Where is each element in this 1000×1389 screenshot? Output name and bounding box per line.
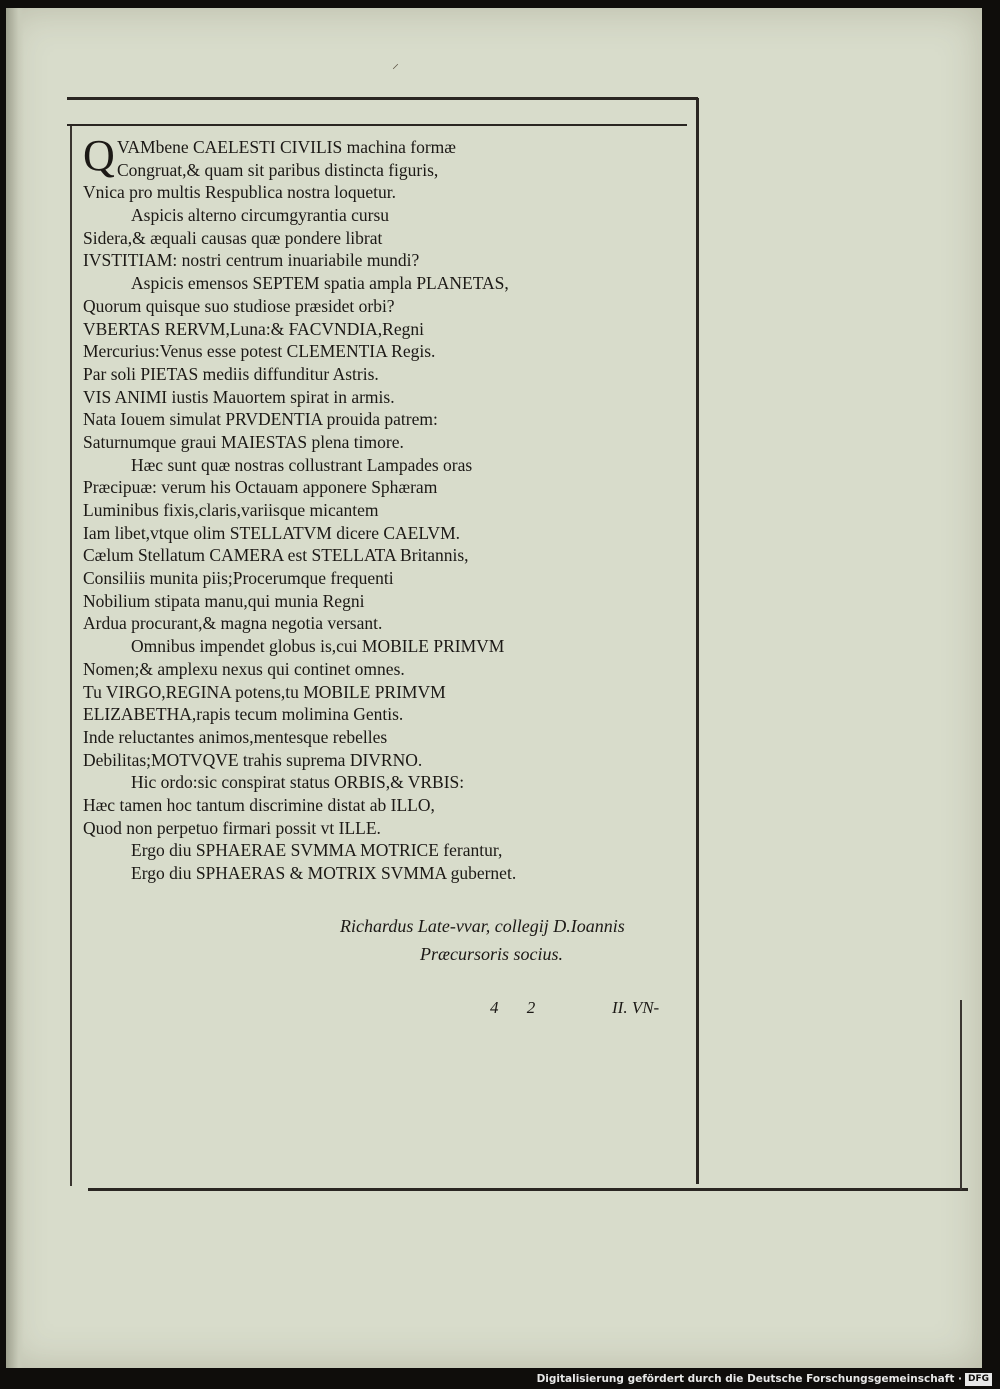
header-rule <box>67 124 687 126</box>
signature-line-1: Richardus Late-vvar, collegij D.Ioannis <box>340 916 625 936</box>
poem-line: Quorum quisque suo studiose præsidet orbi? <box>83 295 395 316</box>
poem-line: Nomen;& amplexu nexus qui continet omnes. <box>83 658 405 679</box>
poem-line: Tu VIRGO,REGINA potens,tu MOBILE PRIMVM <box>83 681 446 702</box>
poem-line: IVSTITIAM: nostri centrum inuariabile mundi? <box>83 250 420 271</box>
poem-line: Nata Iouem simulat PRVDENTIA prouida patrem: <box>83 409 438 430</box>
poem-line: Saturnumque graui MAIESTAS plena timore. <box>83 431 404 452</box>
right-frame-rule <box>696 98 699 1184</box>
poem-line: Hæc sunt quæ nostras collustrant Lampades oras <box>131 454 473 475</box>
poem-line: VBERTAS RERVM,Luna:& FACVNDIA,Regni <box>83 318 424 339</box>
poem-line: Cælum Stellatum CAMERA est STELLATA Britannis, <box>83 545 469 566</box>
left-frame-rule <box>70 126 72 1186</box>
poem-text <box>83 131 683 885</box>
poem-line: ELIZABETHA,rapis tecum molimina Gentis. <box>83 704 404 725</box>
catchword: II. VN- <box>612 998 660 1017</box>
poem-line: Omnibus impendet globus is,cui MOBILE PRIMVM <box>131 636 505 657</box>
poem-line: Consiliis munita piis;Procerumque frequenti <box>83 568 394 589</box>
poem-line: Inde reluctantes animos,mentesque rebelles <box>83 726 388 747</box>
poem-line: VAMbene CAELESTI CIVILIS machina formæ <box>117 137 456 157</box>
signature-line-2: Præcursoris socius. <box>420 944 564 964</box>
bottom-rule <box>88 1188 968 1191</box>
poem-line: Luminibus fixis,claris,variisque micantem <box>83 500 379 520</box>
outer-right-rule <box>960 1000 962 1190</box>
poem-line: Hic ordo:sic conspirat status ORBIS,& VRBIS: <box>131 772 465 793</box>
poem-line: Par soli PIETAS mediis diffunditur Astris. <box>83 363 379 384</box>
poem-line: Debilitas;MOTVQVE trahis suprema DIVRNO. <box>83 749 423 770</box>
poem-line: Ergo diu SPHAERAS & MOTRIX SVMMA gubernet. <box>131 863 517 883</box>
footer-credit: Digitalisierung gefördert durch die Deutsche Forschungsgemeinschaft · <box>536 1373 962 1385</box>
poem-line: Sidera,& æquali causas quæ pondere librat <box>83 227 383 248</box>
poem-line: VIS ANIMI iustis Mauortem spirat in armis. <box>83 386 395 407</box>
poem-line: Iam libet,vtque olim STELLATVM dicere CAELVM. <box>83 522 461 543</box>
dfg-logo: DFG <box>965 1373 992 1386</box>
top-rule <box>67 97 698 100</box>
poem-line: Præcipuæ: verum his Octauam apponere Sphæram <box>83 477 438 498</box>
poem-line: Aspicis emensos SEPTEM spatia ampla PLANETAS, <box>131 273 509 294</box>
poem-line: Quod non perpetuo firmari possit vt ILLE. <box>83 817 381 838</box>
page-gutter-shadow <box>6 8 24 1368</box>
poem-line: Congruat,& quam sit paribus distincta figuris, <box>117 159 439 180</box>
poem-line: Mercurius:Venus esse potest CLEMENTIA Regis. <box>83 341 436 362</box>
drop-capital: Q <box>83 131 115 180</box>
poem-line: Ergo diu SPHAERAE SVMMA MOTRICE ferantur, <box>131 840 503 861</box>
poem-line: Ardua procurant,& magna negotia versant. <box>83 613 383 634</box>
poem-line: Vnica pro multis Respublica nostra loquetur. <box>83 182 397 203</box>
poem-line: Hæc tamen hoc tantum discrimine distat ab ILLO, <box>83 794 435 815</box>
poem-line: Nobilium stipata manu,qui munia Regni <box>83 590 365 611</box>
author-signature <box>340 912 700 968</box>
signature-mark: 4 2 <box>490 998 548 1017</box>
poem-line: Aspicis alterno circumgyrantia cursu <box>131 205 390 226</box>
ink-speck: ⸝ <box>392 57 399 72</box>
